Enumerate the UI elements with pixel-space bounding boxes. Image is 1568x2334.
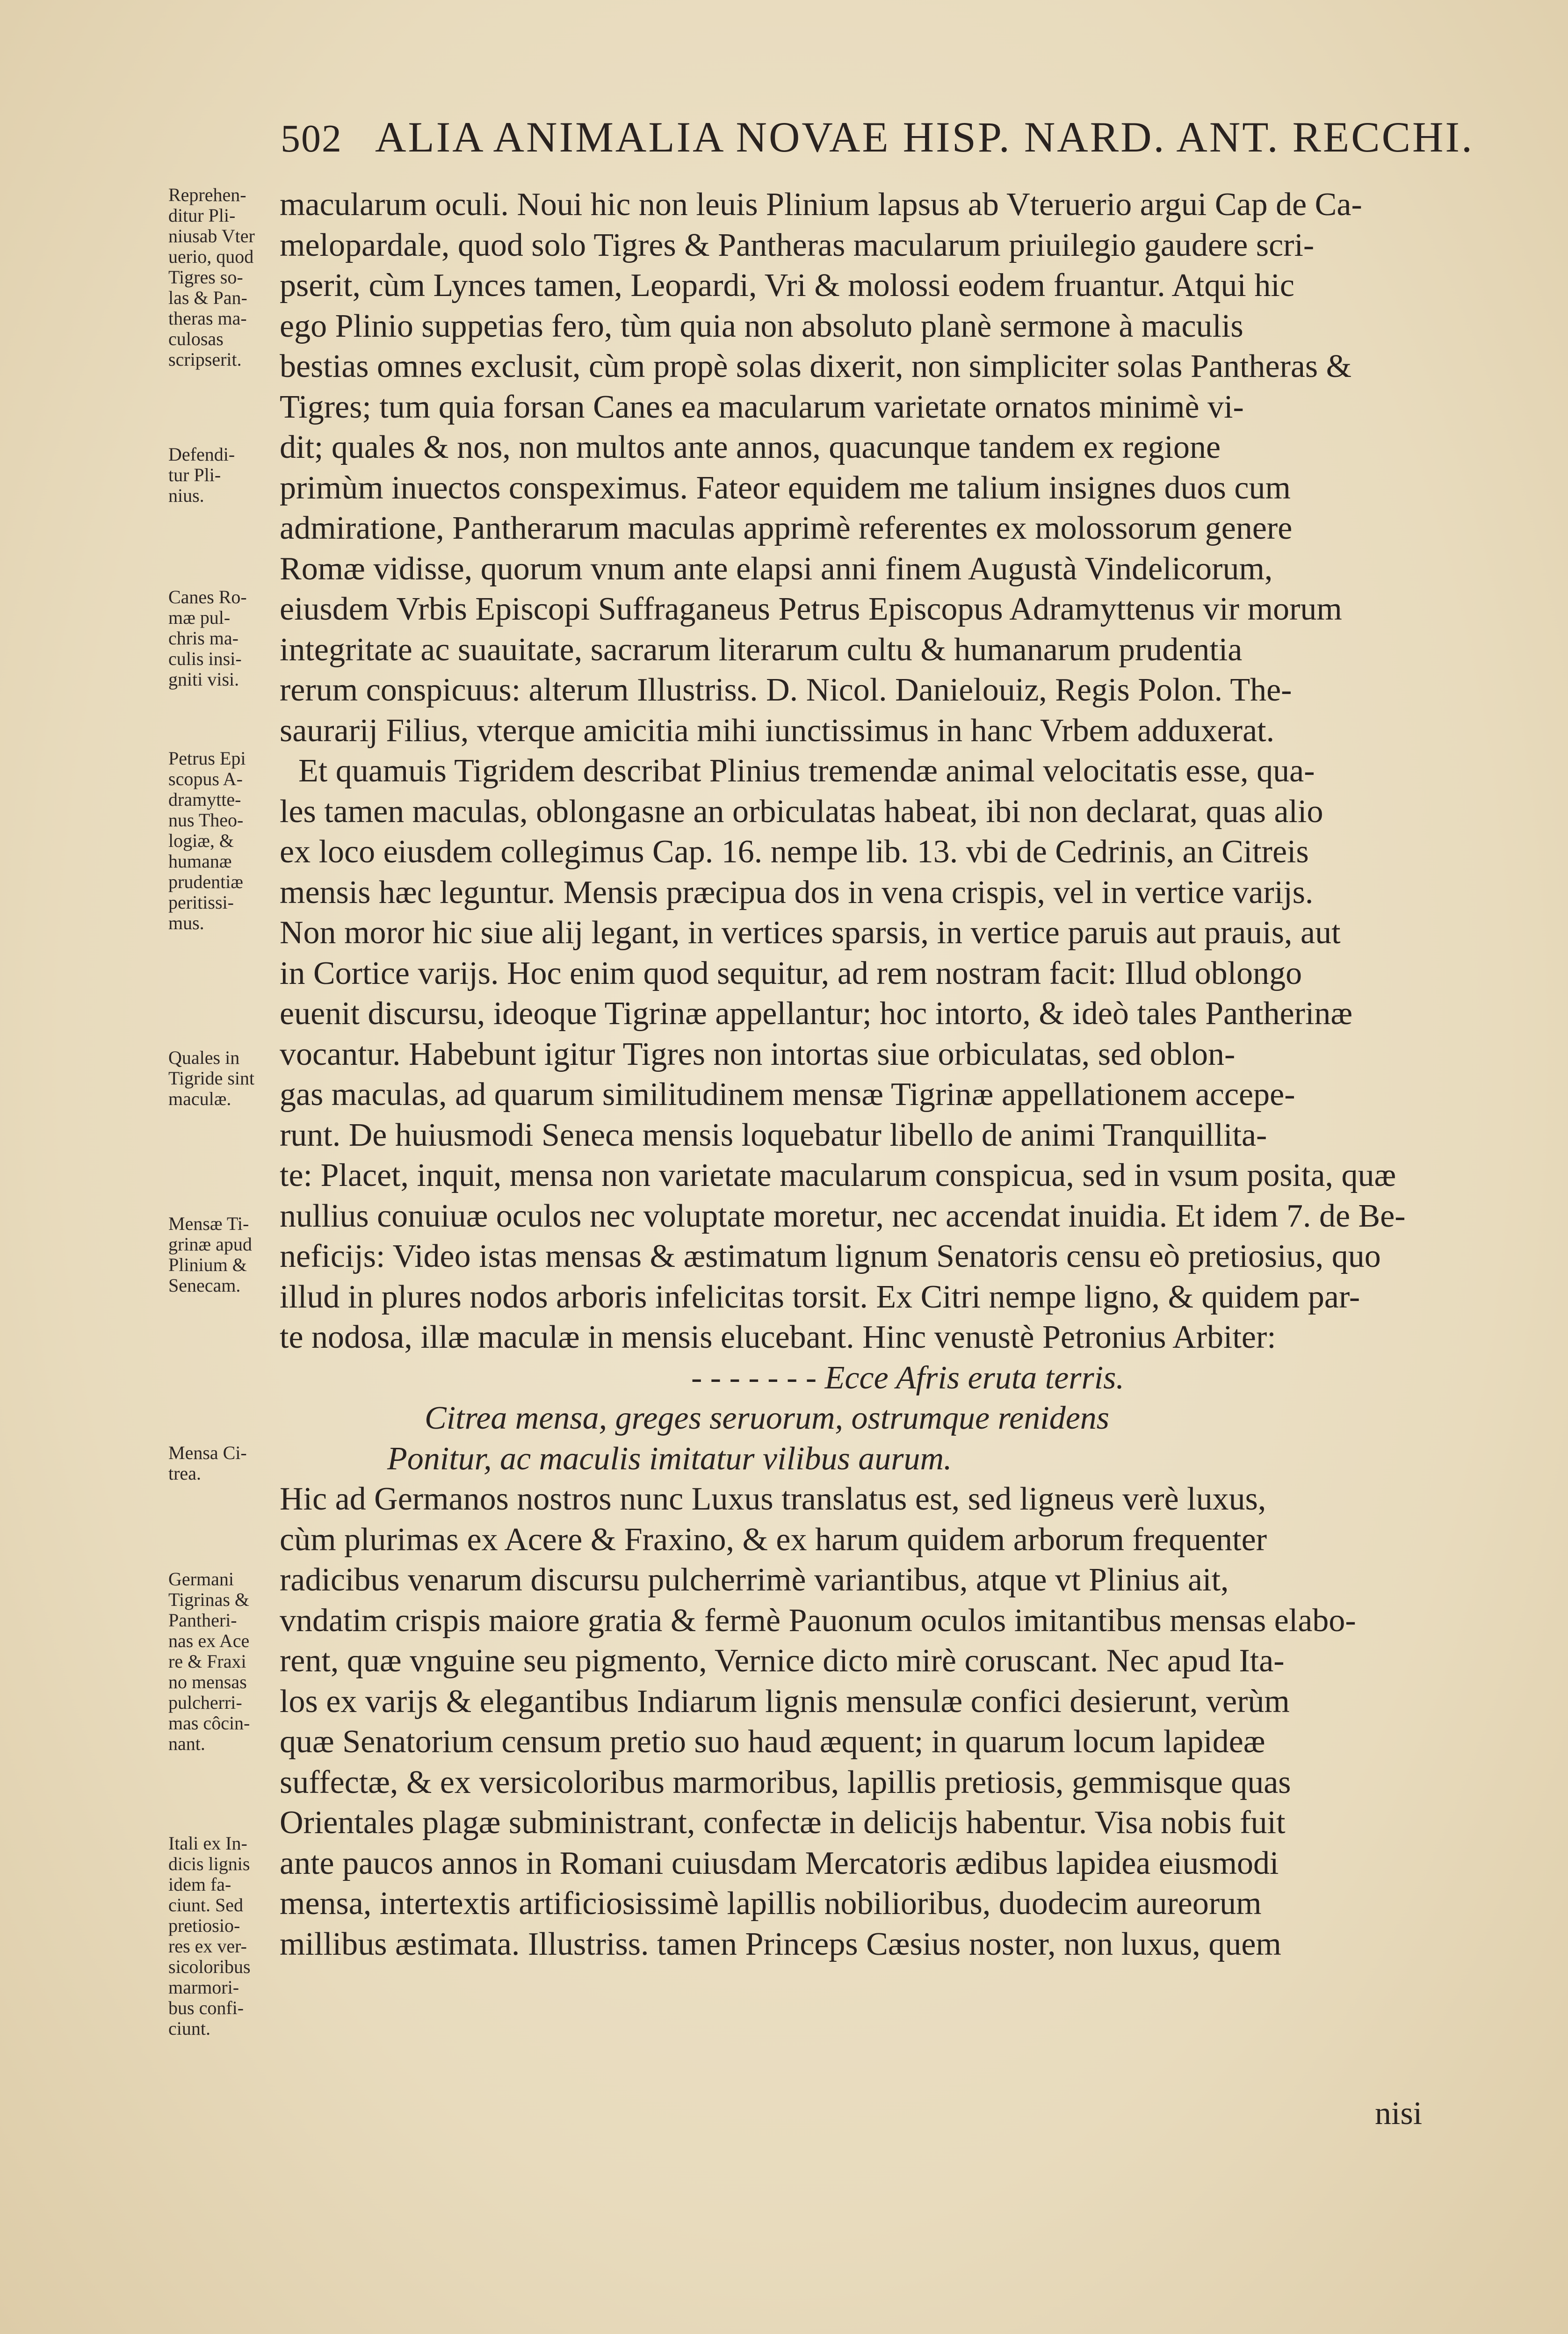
text-line: quæ Senatorium censum pretio suo haud æquent; in quarum locum lapideæ: [280, 1724, 1265, 1760]
text-line: mensa, intertextis artificiosissimè lapillis nobilioribus, duodecim aureorum: [280, 1886, 1262, 1922]
text-line: Tigres; tum quia forsan Canes ea macularum varietate ornatos minimè vi-: [280, 389, 1244, 425]
text-line: Romæ vidisse, quorum vnum ante elapsi anni finem Augustà Vindelicorum,: [280, 550, 1273, 587]
text-line: macularum oculi. Noui hic non leuis Plinium lapsus ab Vteruerio argui Cap de Ca-: [280, 187, 1362, 223]
text-line: admiratione, Pantherarum maculas apprimè referentes ex molossorum genere: [280, 510, 1293, 546]
text-line: bestias omnes exclusit, cùm propè solas dixerit, non simpliciter solas Pantheras &: [280, 348, 1352, 384]
margin-note: Itali ex In- dicis lignis idem fa- ciunt. Sed pretiosio- res ex ver- sicoloribus marmori- bus confi- ciunt.: [168, 1833, 251, 2039]
text-line: Hic ad Germanos nostros nunc Luxus translatus est, sed ligneus verè luxus,: [280, 1481, 1266, 1517]
body-text: [280, 185, 1477, 1965]
text-line: les tamen maculas, oblongasne an orbiculatas habeat, ibi non declarat, quas alio: [280, 793, 1323, 830]
text-line: nullius conuiuæ oculos nec voluptate moretur, nec accendat inuidia. Et idem 7. de Be-: [280, 1198, 1406, 1234]
verse-line: Citrea mensa, greges seruorum, ostrumque renidens: [425, 1400, 1110, 1436]
text-line: rent, quæ vnguine seu pigmento, Vernice dicto mirè coruscant. Nec apud Ita-: [280, 1643, 1285, 1679]
text-line: los ex varijs & elegantibus Indiarum lignis mensulæ confici desierunt, verùm: [280, 1683, 1290, 1720]
text-line: saurarij Filius, vterque amicitia mihi iunctissimus in hanc Vrbem adduxerat.: [280, 712, 1275, 749]
text-line: Non moror hic siue alij legant, in vertices sparsis, in vertice paruis aut prauis, aut: [280, 915, 1341, 951]
margin-note: Reprehen- ditur Pli- niusab Vter uerio, quod Tigres so- las & Pan- theras ma- culosas scripserit.: [168, 184, 255, 370]
margin-note: Defendi- tur Pli- nius.: [168, 444, 235, 506]
margin-note: Petrus Epi scopus A- dramytte- nus Theo- logiæ, & humanæ prudentiæ peritissi- mus.: [168, 748, 246, 933]
page-number: 502: [281, 117, 342, 160]
text-line: rerum conspicuus: alterum Illustriss. D. Nicol. Danielouiz, Regis Polon. The-: [280, 672, 1292, 708]
text-line: eiusdem Vrbis Episcopi Suffraganeus Petrus Episcopus Adramyttenus vir morum: [280, 591, 1342, 627]
text-line: dit; quales & nos, non multos ante annos, quacunque tandem ex regione: [280, 429, 1221, 465]
text-line: suffectæ, & ex versicoloribus marmoribus, lapillis pretiosis, gemmisque quas: [280, 1764, 1291, 1800]
margin-note: Mensa Ci- trea.: [168, 1442, 247, 1484]
margin-note: Quales in Tigride sint maculæ.: [168, 1047, 255, 1109]
text-line: illud in plures nodos arboris infelicitas torsit. Ex Citri nempe ligno, & quidem par-: [280, 1279, 1360, 1315]
text-line: vocantur. Habebunt igitur Tigres non intortas siue orbiculatas, sed oblon-: [280, 1036, 1236, 1072]
text-line: ego Plinio suppetias fero, tùm quia non absoluto planè sermone à maculis: [280, 308, 1243, 344]
text-line: mensis hæc leguntur. Mensis præcipua dos in vena crispis, vel in vertice varijs.: [280, 874, 1314, 910]
text-line: runt. De huiusmodi Seneca mensis loquebatur libello de animi Tranquillita-: [280, 1117, 1267, 1153]
text-line: radicibus venarum discursu pulcherrimè variantibus, atque vt Plinius ait,: [280, 1562, 1229, 1598]
running-title: ALIA ANIMALIA NOVAE HISP. NARD. ANT. RECCHI.: [375, 113, 1474, 161]
text-line: millibus æstimata. Illustriss. tamen Princeps Cæsius noster, non luxus, quem: [280, 1926, 1281, 1962]
text-line: ex loco eiusdem collegimus Cap. 16. nempe lib. 13. vbi de Cedrinis, an Citreis: [280, 834, 1309, 870]
margin-note: Mensæ Ti- grinæ apud Plinium & Senecam.: [168, 1213, 252, 1296]
text-line: Orientales plagæ subministrant, confectæ in delicijs habentur. Visa nobis fuit: [280, 1805, 1286, 1841]
text-line: Et quamuis Tigridem describat Plinius tremendæ animal velocitatis esse, qua-: [298, 753, 1315, 789]
margin-note: Canes Ro- mæ pul- chris ma- culis insi- gniti visi.: [168, 586, 247, 690]
text-line: vndatim crispis maiore gratia & fermè Pauonum oculos imitantibus mensas elabo-: [280, 1602, 1356, 1639]
margin-note: Germani Tigrinas & Pantheri- nas ex Ace re & Fraxi no mensas pulcherri- mas côcin- nant.: [168, 1568, 250, 1754]
text-line: in Cortice varijs. Hoc enim quod sequitur, ad rem nostram facit: Illud oblongo: [280, 955, 1302, 991]
text-line: integritate ac suauitate, sacrarum literarum cultu & humanarum prudentia: [280, 631, 1243, 668]
text-line: melopardale, quod solo Tigres & Pantheras macularum priuilegio gaudere scri-: [280, 227, 1315, 263]
page-header: [281, 112, 1474, 173]
text-line: ante paucos annos in Romani cuiusdam Mercatoris ædibus lapidea eiusmodi: [280, 1845, 1279, 1881]
text-line: primùm inuectos conspeximus. Fateor equidem me talium insignes duos cum: [280, 470, 1291, 506]
text-line: pserit, cùm Lynces tamen, Leopardi, Vri & molossi eodem fruantur. Atqui hic: [280, 267, 1294, 303]
catchword: nisi: [1375, 2096, 1423, 2132]
verse-line: - - - - - - - Ecce Afris eruta terris.: [691, 1359, 1124, 1396]
text-line: te: Placet, inquit, mensa non varietate macularum conspicua, sed in vsum posita, quæ: [280, 1157, 1396, 1193]
text-line: te nodosa, illæ maculæ in mensis elucebant. Hinc venustè Petronius Arbiter:: [280, 1319, 1276, 1355]
text-line: neficijs: Video istas mensas & æstimatum lignum Senatoris censu eò pretiosius, quo: [280, 1238, 1381, 1274]
text-line: gas maculas, ad quarum similitudinem mensæ Tigrinæ appellationem accepe-: [280, 1077, 1295, 1113]
text-line: euenit discursu, ideoque Tigrinæ appellantur; hoc intorto, & ideò tales Pantherinæ: [280, 996, 1353, 1032]
text-line: cùm plurimas ex Acere & Fraxino, & ex harum quidem arborum frequenter: [280, 1521, 1267, 1558]
verse-line: Ponitur, ac maculis imitatur vilibus aurum.: [387, 1440, 952, 1477]
